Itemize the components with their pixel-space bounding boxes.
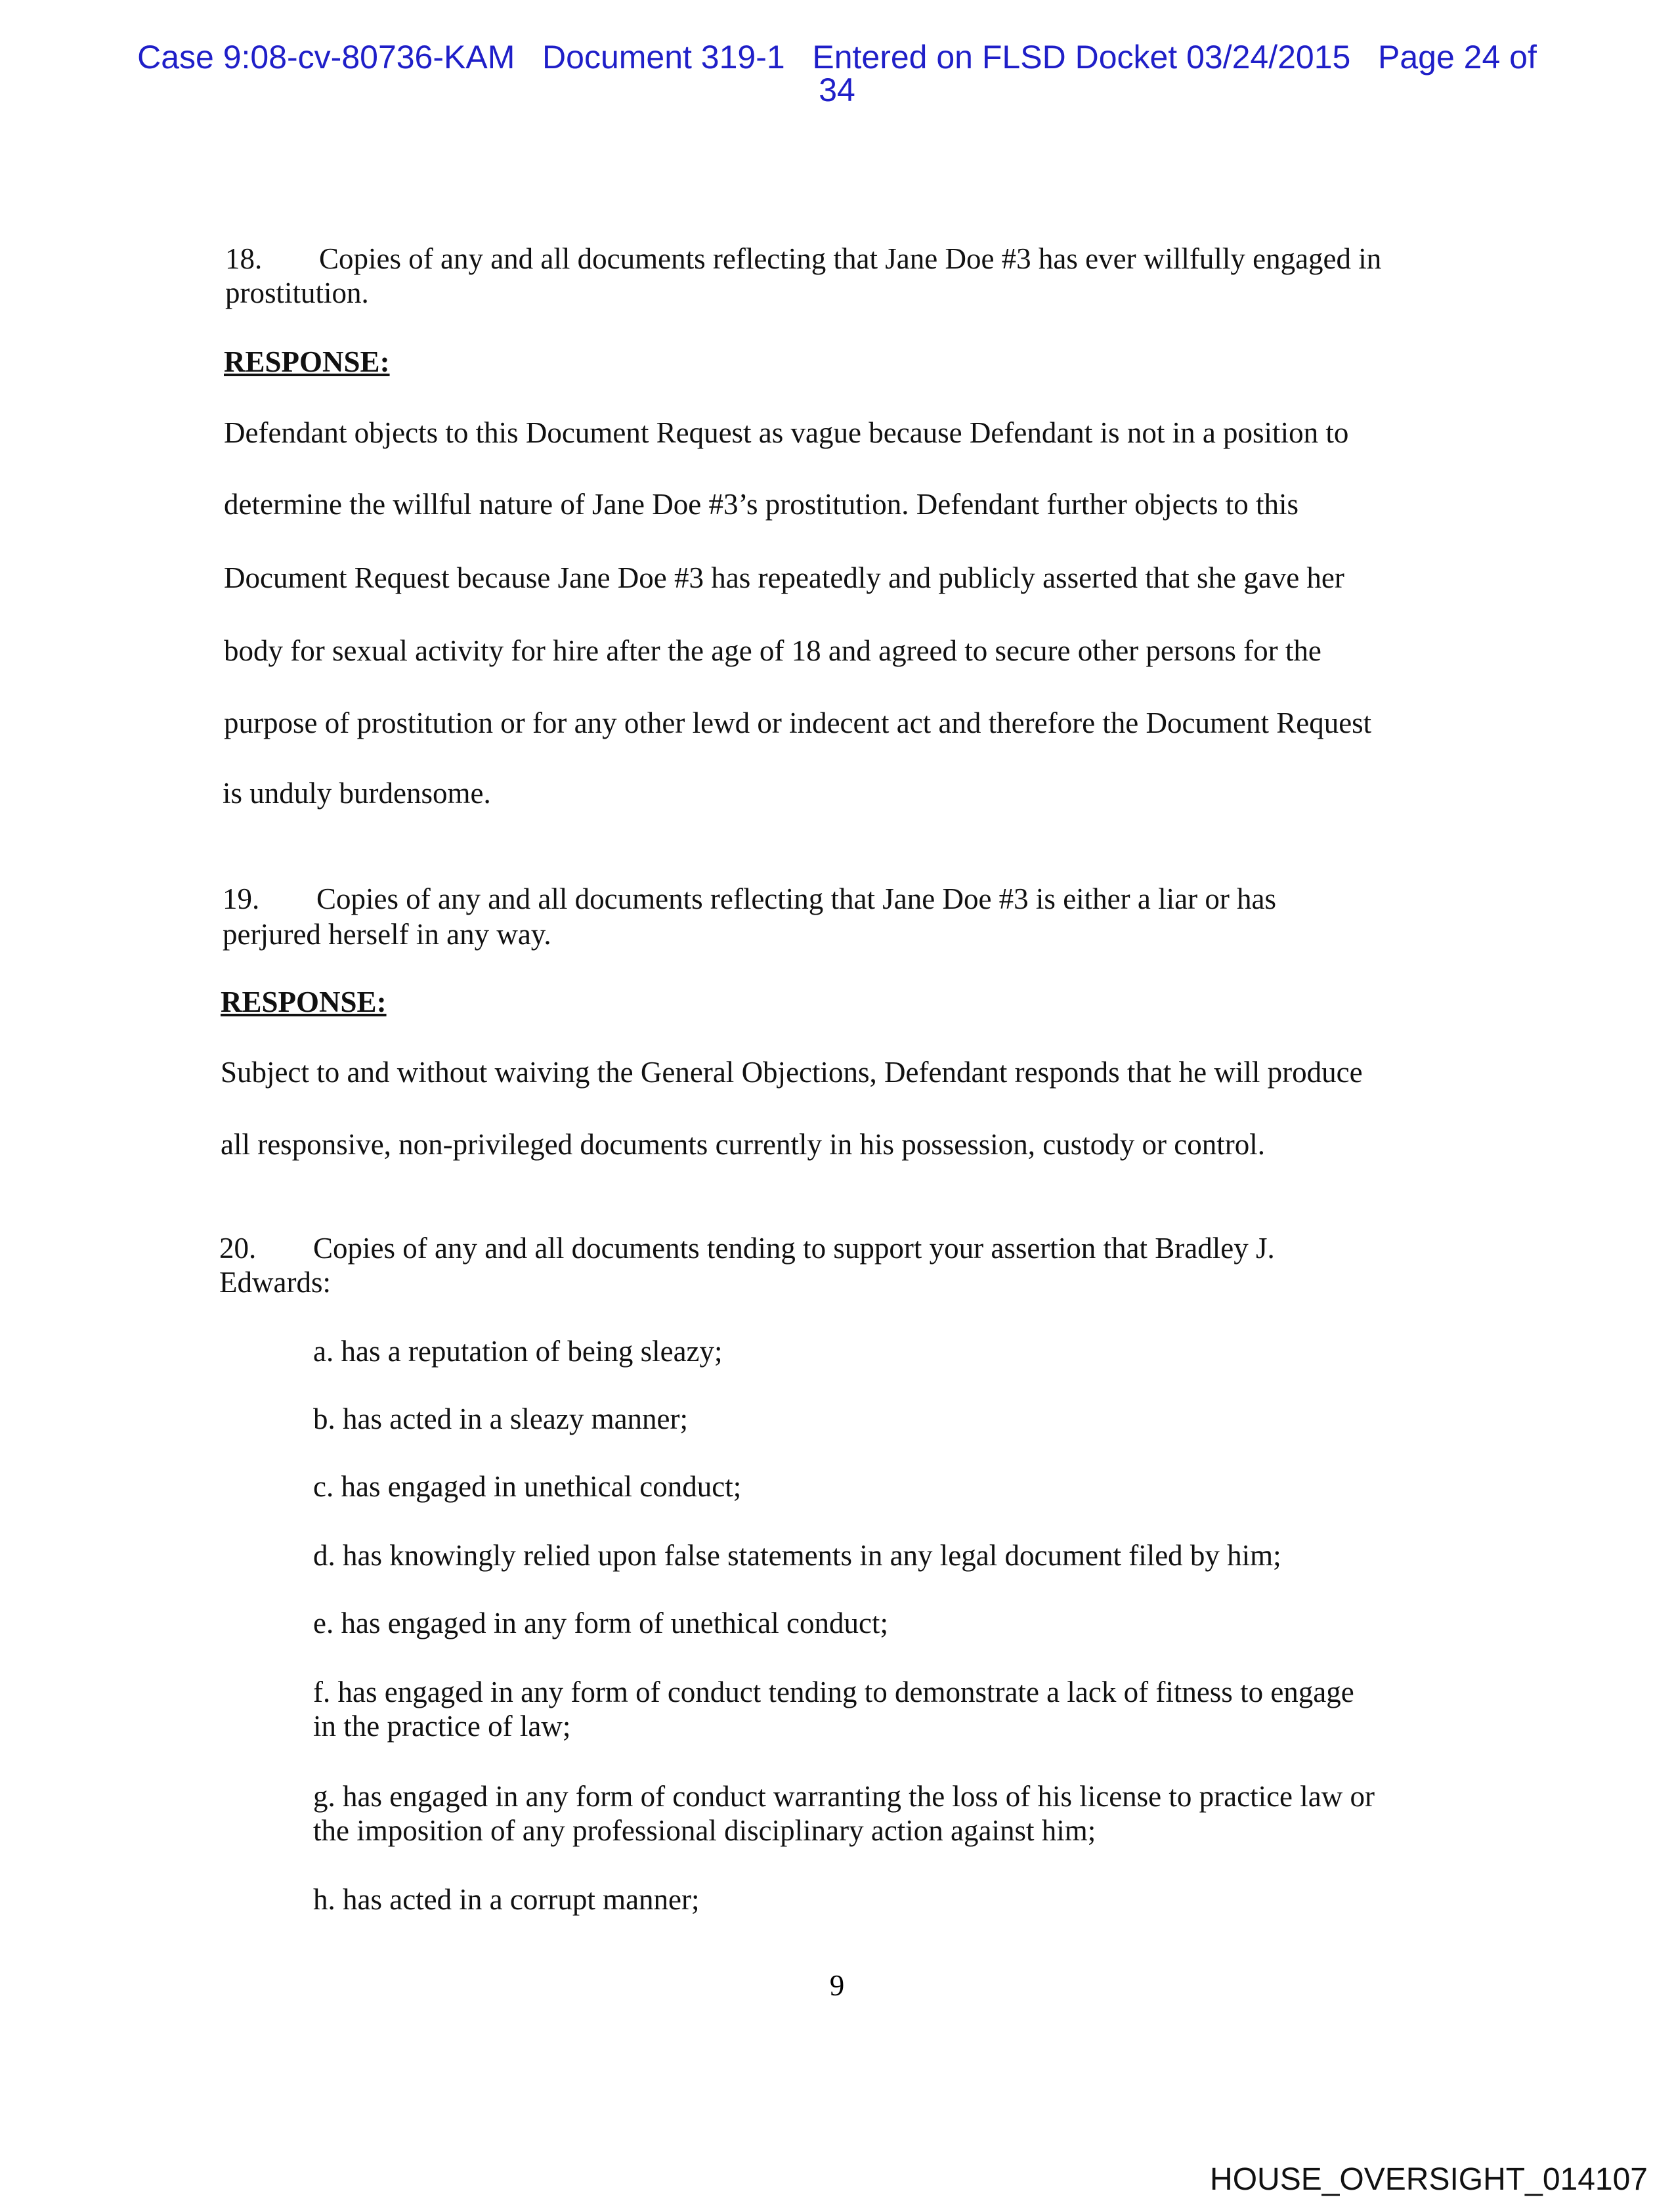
response-text: determine the willful nature of Jane Doe #3’s prostitution. Defendant further objects to this xyxy=(224,488,1299,521)
subitem-g: g. has engaged in any form of conduct warranting the loss of his license to practice law or xyxy=(313,1780,1375,1813)
subitem-c: c. has engaged in unethical conduct; xyxy=(313,1470,742,1503)
docket-header-line2: 34 xyxy=(819,72,855,108)
request-text: perjured herself in any way. xyxy=(223,918,551,951)
response-text: purpose of prostitution or for any other lewd or indecent act and therefore the Document Request xyxy=(224,706,1372,739)
response-heading: RESPONSE: xyxy=(221,986,387,1018)
request-text: prostitution. xyxy=(225,276,369,309)
subitem-f: f. has engaged in any form of conduct tending to demonstrate a lack of fitness to engage xyxy=(313,1676,1354,1708)
response-text: body for sexual activity for hire after the age of 18 and agreed to secure other persons for the xyxy=(224,634,1321,667)
response-heading: RESPONSE: xyxy=(224,345,390,378)
request-number: 18. xyxy=(225,242,263,275)
request-20 xyxy=(219,1231,1275,1265)
request-18 xyxy=(225,242,1381,276)
request-text: Copies of any and all documents reflecting that Jane Doe #3 is either a liar or has xyxy=(316,882,1277,915)
page-number: 9 xyxy=(829,1969,845,2002)
subitem-h: h. has acted in a corrupt manner; xyxy=(313,1883,700,1916)
subitem-g-cont: the imposition of any professional disciplinary action against him; xyxy=(313,1814,1096,1847)
response-text: Defendant objects to this Document Request as vague because Defendant is not in a position to xyxy=(224,416,1349,449)
subitem-e: e. has engaged in any form of unethical conduct; xyxy=(313,1607,888,1639)
request-text: Copies of any and all documents reflecting that Jane Doe #3 has ever willfully engaged in xyxy=(319,242,1382,275)
response-text: all responsive, non-privileged documents currently in his possession, custody or control. xyxy=(221,1128,1265,1161)
subitem-d: d. has knowingly relied upon false statements in any legal document filed by him; xyxy=(313,1539,1281,1572)
docket-header-line1: Case 9:08-cv-80736-KAM Document 319-1 Entered on FLSD Docket 03/24/2015 Page 24 of xyxy=(137,39,1537,76)
request-number: 19. xyxy=(223,882,260,915)
subitem-f-cont: in the practice of law; xyxy=(313,1710,571,1743)
bates-footer: HOUSE_OVERSIGHT_014107 xyxy=(1210,2162,1648,2197)
response-text: Subject to and without waiving the General Objections, Defendant responds that he will produce xyxy=(221,1056,1363,1089)
response-text: is unduly burdensome. xyxy=(223,777,491,810)
request-19 xyxy=(223,882,1276,916)
request-number: 20. xyxy=(219,1232,257,1265)
response-text: Document Request because Jane Doe #3 has repeatedly and publicly asserted that she gave her xyxy=(224,561,1344,594)
subitem-a: a. has a reputation of being sleazy; xyxy=(313,1335,723,1368)
request-text: Edwards: xyxy=(219,1266,331,1299)
subitem-b: b. has acted in a sleazy manner; xyxy=(313,1402,689,1435)
request-text: Copies of any and all documents tending to support your assertion that Bradley J. xyxy=(313,1232,1275,1265)
